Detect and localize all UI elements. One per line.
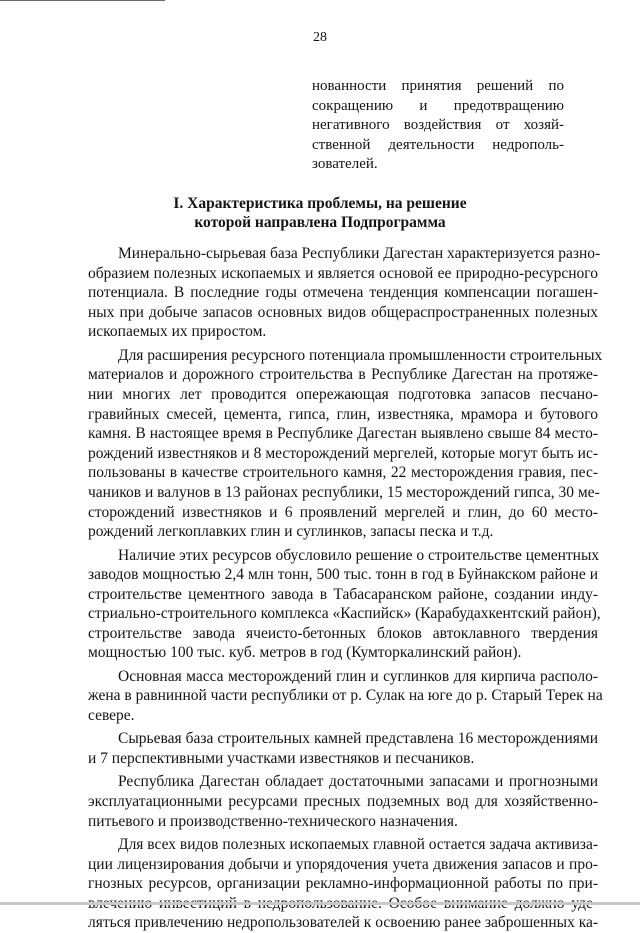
paragraph-line: ляться привлечению недропользователей к освоению ранее заброшенных ка- — [88, 914, 599, 932]
bottom-rule — [0, 902, 640, 905]
heading-line: I. Характеристика проблемы, на решение — [173, 195, 467, 212]
continuation-line: негативного воздействия от хозяй- — [312, 117, 564, 133]
paragraph-line: сторождений известняков и 6 проявлений мергелей и глин, до 60 место- — [88, 503, 598, 521]
paragraph-line: Минерально-сырьевая база Республики Дагестан характеризуется разно- — [118, 245, 601, 262]
page-number: 28 — [313, 30, 327, 45]
paragraph-line: чаников и валунов в 13 районах республики, 15 месторождений гипса, 30 ме- — [88, 483, 600, 501]
paragraph-line: питьевого и производственно-технического назначения. — [88, 812, 458, 830]
paragraph-line: Наличие этих ресурсов обусловило решение о строительстве цементных — [118, 546, 600, 564]
paragraph-line: образием полезных ископаемых и является основой ее природно-ресурсного — [88, 264, 598, 282]
paragraph — [88, 772, 598, 831]
paragraph-line: пользованы в качестве строительного камня, 22 месторождения гравия, пес- — [88, 464, 598, 482]
paragraph-line: жена в равнинной части республики от р. Сулак на юге до р. Старый Терек на — [88, 687, 603, 705]
continuation-line: зователей. — [312, 156, 378, 172]
paragraph-line: Республика Дагестан обладает достаточными запасами и прогнозными — [118, 773, 598, 791]
paragraph-line: стриально-строительного комплекса «Каспийск» (Карабудахкентский район), — [88, 605, 601, 623]
body-text — [88, 244, 603, 933]
paragraph-line: гнозных ресурсов, организации рекламно-информационной работы по при- — [88, 875, 598, 893]
paragraph-line: потенциала. В последние годы отмечена тенденция компенсации погашен- — [88, 284, 598, 302]
paragraph — [88, 546, 601, 664]
paragraph-line: ископаемых их приростом. — [88, 323, 267, 341]
paragraph-line: Для расширения ресурсного потенциала промышленности строительных — [118, 346, 603, 364]
paragraph-line: Основная масса месторождений глин и суглинков для кирпича располо- — [118, 667, 598, 685]
paragraph-line: рождений известняков и 8 месторождений мергелей, которые могут быть ис- — [88, 444, 598, 462]
top-rule — [0, 0, 165, 1]
paragraph — [88, 729, 598, 768]
paragraph — [88, 346, 603, 542]
paragraph-line: рождений легкоплавких глин и суглинков, запасы песка и т.д. — [88, 523, 494, 541]
paragraph-line: гравийных смесей, цемента, гипса, глин, известняка, мрамора и бутового — [88, 405, 598, 423]
paragraph-line: севере. — [88, 707, 135, 725]
paragraph-line: строительстве завода ячеисто-бетонных блоков автоклавного твердения — [88, 624, 598, 642]
paragraph-line: ных при добыче запасов основных видов общераспространенных полезных — [88, 303, 598, 321]
heading-line: которой направлена Подпрограмма — [194, 214, 446, 231]
continuation-line: нованности принятия решений по — [312, 78, 564, 94]
continuation-block — [312, 77, 564, 175]
paragraph-line: Сырьевая база строительных камней представлена 16 месторождениями — [118, 730, 598, 748]
continuation-line: сокращению и предотвращению — [312, 97, 564, 114]
paragraph-line: нии многих лет проводится опережающая подготовка запасов песчано- — [88, 385, 598, 403]
continuation-line: ственной деятельности недрополь- — [312, 136, 564, 153]
section-heading — [150, 194, 490, 232]
paragraph-line: эксплуатационными ресурсами пресных подземных вод для хозяйственно- — [88, 793, 598, 811]
paragraph-line: материалов и дорожного строительства в Республике Дагестан на протяже- — [88, 366, 598, 384]
paragraph-line: Для всех видов полезных ископаемых главной остается задача активиза- — [118, 836, 599, 853]
paragraph-line: камня. В настоящее время в Республике Дагестан выявлено свыше 84 место- — [88, 425, 598, 443]
paragraph — [88, 244, 601, 342]
paragraph-line: мощностью 100 тыс. куб. метров в год (Кумторкалинский район). — [88, 644, 522, 662]
paragraph — [88, 667, 603, 726]
paragraph-line: строительстве цементного завода в Табасаранском районе, создании инду- — [88, 585, 598, 603]
paragraph-line: заводов мощностью 2,4 млн тонн, 500 тыс. тонн в год в Буйнакском районе и — [88, 566, 598, 584]
paragraph — [88, 835, 598, 933]
paragraph-line: ции лицензирования добычи и упорядочения учета движения запасов и про- — [88, 855, 598, 873]
paragraph-line: и 7 перспективными участками известняков и песчаников. — [88, 750, 475, 768]
